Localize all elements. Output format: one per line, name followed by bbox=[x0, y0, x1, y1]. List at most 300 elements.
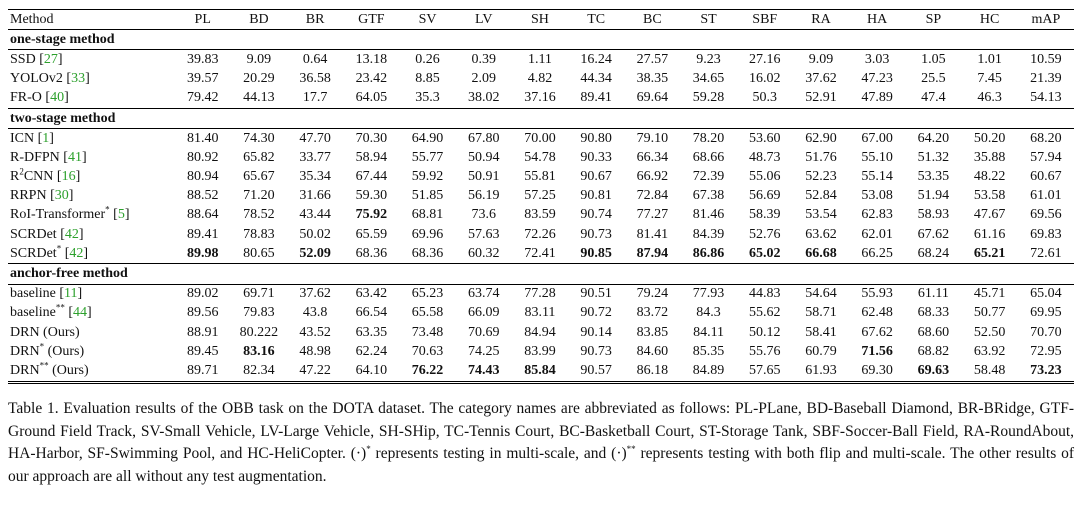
value-cell-sp: 1.05 bbox=[921, 51, 946, 67]
value-cell-sh: 83.59 bbox=[524, 207, 556, 223]
value-cell-tc: 90.74 bbox=[580, 207, 612, 223]
value-cell-bd: 82.34 bbox=[243, 362, 275, 378]
method-superscript: ** bbox=[55, 302, 65, 313]
value-cell-gtf: 65.59 bbox=[355, 226, 388, 242]
value-cell-tc: 90.85 bbox=[580, 245, 612, 261]
value-cell-bc: 72.84 bbox=[636, 188, 669, 204]
table-row bbox=[8, 187, 1074, 206]
value-cell-sbf: 65.02 bbox=[749, 245, 781, 261]
column-header-method: Method bbox=[8, 10, 175, 30]
column-header-map: mAP bbox=[1018, 10, 1074, 30]
value-cell-bc: 79.24 bbox=[636, 286, 669, 302]
value-cell-sh: 84.94 bbox=[524, 324, 556, 340]
value-cell-map: 21.39 bbox=[1030, 71, 1062, 87]
value-cell-br: 48.98 bbox=[299, 343, 331, 359]
method-name: DRN (Ours) bbox=[10, 324, 80, 340]
value-cell-st: 9.23 bbox=[696, 51, 721, 67]
value-cell-hc: 50.20 bbox=[973, 130, 1006, 146]
section-title: anchor-free method bbox=[8, 264, 1074, 284]
value-cell-hc: 45.71 bbox=[973, 286, 1006, 302]
value-cell-sv: 70.63 bbox=[411, 343, 444, 359]
value-cell-lv: 0.39 bbox=[471, 51, 496, 67]
value-cell-lv: 66.09 bbox=[467, 305, 500, 321]
value-cell-hc: 65.21 bbox=[973, 245, 1006, 261]
column-header-gtf: GTF bbox=[343, 10, 399, 30]
value-cell-sbf: 57.65 bbox=[749, 362, 781, 378]
value-cell-sbf: 53.60 bbox=[749, 130, 781, 146]
value-cell-ra: 9.09 bbox=[808, 51, 834, 67]
method-name-cell: FR-O [40] bbox=[10, 90, 69, 106]
column-header-sp: SP bbox=[905, 10, 961, 30]
value-cell-hc: 52.50 bbox=[973, 324, 1006, 340]
value-cell-sp: 53.35 bbox=[917, 169, 950, 185]
value-cell-sh: 1.11 bbox=[527, 51, 552, 67]
table-row bbox=[8, 70, 1074, 89]
value-cell-sp: 64.20 bbox=[917, 130, 950, 146]
method-name-cell: baseline** [44] bbox=[10, 302, 92, 321]
value-cell-bc: 83.85 bbox=[636, 324, 669, 340]
value-cell-br: 35.34 bbox=[299, 169, 331, 185]
value-cell-ra: 60.79 bbox=[805, 343, 837, 359]
method-superscript: * bbox=[56, 243, 62, 254]
value-cell-ra: 58.71 bbox=[805, 305, 837, 321]
value-cell-ra: 66.68 bbox=[805, 245, 837, 261]
citation-link: 27 bbox=[43, 51, 58, 67]
value-cell-br: 0.64 bbox=[302, 51, 328, 67]
value-cell-sp: 68.60 bbox=[917, 324, 950, 340]
table-row bbox=[8, 244, 1074, 264]
column-header-bc: BC bbox=[624, 10, 680, 30]
value-cell-st: 34.65 bbox=[692, 71, 725, 87]
value-cell-ra: 61.93 bbox=[805, 362, 837, 378]
value-cell-gtf: 58.94 bbox=[355, 149, 388, 165]
value-cell-lv: 56.19 bbox=[467, 188, 500, 204]
value-cell-bd: 65.67 bbox=[243, 169, 275, 185]
value-cell-bc: 87.94 bbox=[636, 245, 669, 261]
value-cell-bc: 79.10 bbox=[636, 130, 669, 146]
value-cell-sv: 55.77 bbox=[411, 149, 444, 165]
value-cell-map: 10.59 bbox=[1030, 51, 1062, 67]
value-cell-ha: 53.08 bbox=[861, 188, 893, 204]
column-header-br: BR bbox=[287, 10, 343, 30]
value-cell-sp: 51.32 bbox=[917, 149, 950, 165]
value-cell-bc: 38.35 bbox=[636, 71, 669, 87]
value-cell-lv: 38.02 bbox=[467, 90, 500, 106]
method-name: baseline bbox=[10, 286, 56, 302]
value-cell-bd: 78.52 bbox=[243, 207, 275, 223]
method-name-cell bbox=[8, 361, 175, 382]
value-cell-sbf: 16.02 bbox=[749, 71, 781, 87]
value-cell-hc: 46.3 bbox=[977, 90, 1002, 106]
value-cell-sv: 0.26 bbox=[415, 51, 440, 67]
table-row bbox=[8, 148, 1074, 167]
value-cell-sh: 85.84 bbox=[524, 362, 556, 378]
value-cell-lv: 50.91 bbox=[467, 169, 500, 185]
value-cell-sp: 47.4 bbox=[921, 90, 946, 106]
value-cell-tc: 90.81 bbox=[580, 188, 612, 204]
column-header-ra: RA bbox=[793, 10, 849, 30]
value-cell-sp: 61.11 bbox=[917, 286, 949, 302]
value-cell-tc: 90.72 bbox=[580, 305, 612, 321]
table-caption bbox=[8, 398, 1074, 488]
value-cell-st: 84.3 bbox=[696, 305, 721, 321]
value-cell-map: 65.04 bbox=[1030, 286, 1062, 302]
column-header-bd: BD bbox=[231, 10, 287, 30]
method-name: RRPN bbox=[10, 188, 47, 204]
method-name-cell: $R^2CNN$ [16] bbox=[10, 166, 81, 185]
column-header-sbf: SBF bbox=[737, 10, 793, 30]
value-cell-sh: 72.41 bbox=[524, 245, 556, 261]
value-cell-map: 72.61 bbox=[1030, 245, 1062, 261]
value-cell-bd: 69.71 bbox=[243, 286, 275, 302]
value-cell-sbf: 58.39 bbox=[749, 207, 781, 223]
value-cell-bc: 83.72 bbox=[636, 305, 669, 321]
value-cell-sv: 35.3 bbox=[415, 90, 440, 106]
value-cell-map: 73.23 bbox=[1030, 362, 1062, 378]
table-row bbox=[8, 225, 1074, 244]
value-cell-bd: 9.09 bbox=[246, 51, 272, 67]
value-cell-hc: 61.16 bbox=[973, 226, 1006, 242]
method-name-cell bbox=[8, 323, 175, 342]
value-cell-pl: 89.41 bbox=[186, 226, 219, 242]
value-cell-sp: 58.93 bbox=[917, 207, 950, 223]
value-cell-tc: 44.34 bbox=[580, 71, 612, 87]
value-cell-bc: 86.18 bbox=[636, 362, 669, 378]
value-cell-ha: 62.01 bbox=[861, 226, 893, 242]
value-cell-pl: 88.64 bbox=[186, 207, 219, 223]
method-superscript: ** bbox=[39, 360, 49, 371]
column-header-sv: SV bbox=[399, 10, 455, 30]
caption-text-2: represents testing in multi-scale, and bbox=[370, 445, 612, 462]
table-row bbox=[8, 304, 1074, 323]
value-cell-gtf: 23.42 bbox=[355, 71, 388, 87]
value-cell-map: 61.01 bbox=[1030, 188, 1062, 204]
value-cell-sp: 68.24 bbox=[917, 245, 950, 261]
value-cell-pl: 89.02 bbox=[186, 286, 219, 302]
method-name: FR-O bbox=[10, 90, 42, 106]
value-cell-ra: 62.90 bbox=[805, 130, 837, 146]
value-cell-hc: 48.22 bbox=[973, 169, 1006, 185]
method-name: R bbox=[10, 169, 20, 185]
value-cell-tc: 90.73 bbox=[580, 226, 612, 242]
value-cell-sv: 69.96 bbox=[411, 226, 444, 242]
table-row bbox=[8, 323, 1074, 342]
value-cell-ra: 37.62 bbox=[805, 71, 837, 87]
value-cell-gtf: 68.36 bbox=[355, 245, 388, 261]
value-cell-gtf: 13.18 bbox=[355, 51, 388, 67]
table-row bbox=[8, 342, 1074, 361]
method-name-cell: R-DFPN [41] bbox=[10, 149, 87, 165]
value-cell-bd: 80.222 bbox=[239, 324, 279, 340]
section-header-row bbox=[8, 30, 1074, 50]
value-cell-pl: 81.40 bbox=[186, 130, 219, 146]
method-superscript: * bbox=[39, 341, 45, 352]
citation-link: 16 bbox=[61, 169, 76, 185]
value-cell-sv: 76.22 bbox=[411, 362, 444, 378]
value-cell-map: 69.83 bbox=[1030, 226, 1062, 242]
value-cell-br: 52.09 bbox=[299, 245, 331, 261]
value-cell-sv: 68.36 bbox=[411, 245, 444, 261]
value-cell-tc: 90.51 bbox=[580, 286, 612, 302]
value-cell-bd: 83.16 bbox=[243, 343, 275, 359]
value-cell-bd: 44.13 bbox=[243, 90, 275, 106]
value-cell-sv: 59.92 bbox=[411, 169, 444, 185]
value-cell-sh: 57.25 bbox=[524, 188, 556, 204]
citation-link: 30 bbox=[54, 188, 69, 204]
method-name: ICN bbox=[10, 130, 35, 146]
value-cell-tc: 16.24 bbox=[580, 51, 612, 67]
value-cell-sbf: 55.06 bbox=[749, 169, 781, 185]
citation-link: 42 bbox=[69, 245, 84, 261]
value-cell-sbf: 55.76 bbox=[749, 343, 781, 359]
value-cell-ha: 62.83 bbox=[861, 207, 893, 223]
method-superscript: * bbox=[105, 204, 110, 215]
value-cell-bd: 80.65 bbox=[243, 245, 275, 261]
value-cell-gtf: 75.92 bbox=[355, 207, 388, 223]
value-cell-bd: 79.83 bbox=[243, 305, 275, 321]
value-cell-pl: 80.94 bbox=[186, 169, 219, 185]
value-cell-tc: 90.80 bbox=[580, 130, 612, 146]
value-cell-br: 43.52 bbox=[299, 324, 331, 340]
citation-link: 1 bbox=[42, 130, 50, 146]
value-cell-ra: 51.76 bbox=[805, 149, 837, 165]
caption-symbol-1: (·) bbox=[350, 445, 367, 462]
value-cell-gtf: 59.30 bbox=[355, 188, 388, 204]
value-cell-st: 86.86 bbox=[692, 245, 725, 261]
value-cell-br: 43.8 bbox=[302, 305, 328, 321]
value-cell-sbf: 52.76 bbox=[749, 226, 781, 242]
value-cell-gtf: 64.05 bbox=[355, 90, 388, 106]
value-cell-sbf: 50.12 bbox=[749, 324, 781, 340]
value-cell-ha: 47.23 bbox=[861, 71, 893, 87]
method-name-cell: YOLOv2 [33] bbox=[10, 71, 90, 87]
value-cell-gtf: 66.54 bbox=[355, 305, 388, 321]
method-name: DRN bbox=[10, 343, 40, 359]
value-cell-map: 60.67 bbox=[1030, 169, 1062, 185]
value-cell-map: 72.95 bbox=[1030, 343, 1062, 359]
value-cell-lv: 74.43 bbox=[467, 362, 500, 378]
value-cell-map: 54.13 bbox=[1030, 90, 1062, 106]
value-cell-bc: 27.57 bbox=[636, 51, 669, 67]
value-cell-ra: 54.64 bbox=[805, 286, 837, 302]
value-cell-st: 68.66 bbox=[692, 149, 725, 165]
value-cell-sh: 72.26 bbox=[524, 226, 556, 242]
value-cell-st: 72.39 bbox=[692, 169, 725, 185]
column-header-st: ST bbox=[680, 10, 736, 30]
results-table bbox=[8, 9, 1074, 384]
value-cell-st: 81.46 bbox=[692, 207, 725, 223]
value-cell-lv: 60.32 bbox=[467, 245, 500, 261]
value-cell-st: 84.11 bbox=[693, 324, 725, 340]
caption-symbol-2: (·) bbox=[611, 445, 627, 462]
value-cell-br: 43.44 bbox=[299, 207, 331, 223]
value-cell-ha: 69.30 bbox=[861, 362, 893, 378]
method-name-cell: RoI-Transformer* [5] bbox=[10, 204, 130, 223]
value-cell-bd: 78.83 bbox=[243, 226, 275, 242]
value-cell-st: 85.35 bbox=[692, 343, 725, 359]
value-cell-sbf: 50.3 bbox=[752, 90, 777, 106]
value-cell-sp: 25.5 bbox=[921, 71, 946, 87]
value-cell-sv: 51.85 bbox=[411, 188, 444, 204]
value-cell-lv: 2.09 bbox=[471, 71, 496, 87]
caption-text-3: represents testing with both flip and multi-scale. The other results of our approach are all without any test augmentation. bbox=[8, 445, 1075, 485]
value-cell-sv: 65.23 bbox=[411, 286, 444, 302]
value-cell-bc: 69.64 bbox=[636, 90, 669, 106]
value-cell-sv: 8.85 bbox=[415, 71, 440, 87]
table-row bbox=[8, 50, 1074, 70]
value-cell-sp: 67.62 bbox=[917, 226, 950, 242]
value-cell-br: 47.70 bbox=[299, 130, 331, 146]
value-cell-st: 59.28 bbox=[692, 90, 725, 106]
method-name: SSD bbox=[10, 51, 36, 67]
value-cell-pl: 79.42 bbox=[186, 90, 219, 106]
value-cell-lv: 63.74 bbox=[467, 286, 500, 302]
value-cell-ra: 53.54 bbox=[805, 207, 837, 223]
value-cell-tc: 90.14 bbox=[580, 324, 612, 340]
value-cell-ra: 52.91 bbox=[805, 90, 837, 106]
value-cell-ra: 52.84 bbox=[805, 188, 837, 204]
value-cell-sv: 73.48 bbox=[411, 324, 444, 340]
value-cell-gtf: 70.30 bbox=[355, 130, 388, 146]
value-cell-bd: 71.20 bbox=[243, 188, 275, 204]
value-cell-lv: 74.25 bbox=[467, 343, 500, 359]
column-header-hc: HC bbox=[961, 10, 1017, 30]
value-cell-br: 37.62 bbox=[299, 286, 331, 302]
value-cell-sh: 83.11 bbox=[524, 305, 556, 321]
value-cell-ha: 55.14 bbox=[861, 169, 893, 185]
value-cell-lv: 50.94 bbox=[467, 149, 500, 165]
citation-link: 41 bbox=[67, 149, 82, 165]
value-cell-bd: 65.82 bbox=[243, 149, 275, 165]
method-name: SCRDet bbox=[10, 245, 57, 261]
value-cell-pl: 39.57 bbox=[186, 71, 219, 87]
value-cell-sp: 69.63 bbox=[917, 362, 950, 378]
column-header-lv: LV bbox=[456, 10, 512, 30]
value-cell-ra: 58.41 bbox=[805, 324, 837, 340]
value-cell-gtf: 62.24 bbox=[355, 343, 388, 359]
method-name: R-DFPN bbox=[10, 149, 60, 165]
value-cell-sh: 70.00 bbox=[524, 130, 556, 146]
value-cell-st: 67.38 bbox=[692, 188, 725, 204]
value-cell-st: 78.20 bbox=[692, 130, 725, 146]
value-cell-gtf: 67.44 bbox=[355, 169, 388, 185]
value-cell-pl: 39.83 bbox=[186, 51, 219, 67]
value-cell-ha: 67.62 bbox=[861, 324, 893, 340]
value-cell-sp: 51.94 bbox=[917, 188, 950, 204]
table-row bbox=[8, 168, 1074, 187]
column-header-tc: TC bbox=[568, 10, 624, 30]
value-cell-bc: 66.92 bbox=[636, 169, 669, 185]
value-cell-hc: 50.77 bbox=[973, 305, 1006, 321]
table-row bbox=[8, 206, 1074, 225]
header-row bbox=[8, 10, 1074, 30]
value-cell-sh: 37.16 bbox=[524, 90, 556, 106]
value-cell-br: 36.58 bbox=[299, 71, 331, 87]
value-cell-ha: 47.89 bbox=[861, 90, 893, 106]
caption-sup-2: ** bbox=[626, 443, 636, 454]
method-name-cell bbox=[8, 342, 175, 361]
method-name-cell: baseline [11] bbox=[10, 286, 83, 302]
value-cell-hc: 1.01 bbox=[977, 51, 1002, 67]
method-name: DRN bbox=[10, 362, 40, 378]
method-name-suffix: (Ours) bbox=[44, 343, 85, 359]
value-cell-map: 70.70 bbox=[1030, 324, 1062, 340]
value-cell-ra: 63.62 bbox=[805, 226, 837, 242]
method-superscript: 2 bbox=[19, 166, 24, 177]
value-cell-hc: 53.58 bbox=[973, 188, 1006, 204]
value-cell-pl: 80.92 bbox=[186, 149, 219, 165]
value-cell-bc: 84.60 bbox=[636, 343, 669, 359]
value-cell-sbf: 48.73 bbox=[749, 149, 781, 165]
section-title: one-stage method bbox=[8, 30, 1074, 50]
value-cell-sh: 54.78 bbox=[524, 149, 556, 165]
value-cell-bd: 74.30 bbox=[243, 130, 275, 146]
value-cell-st: 84.89 bbox=[692, 362, 725, 378]
value-cell-gtf: 63.42 bbox=[355, 286, 388, 302]
method-name: RoI-Transformer bbox=[10, 207, 106, 223]
value-cell-st: 77.93 bbox=[692, 286, 725, 302]
value-cell-ha: 55.93 bbox=[861, 286, 893, 302]
value-cell-map: 57.94 bbox=[1030, 149, 1062, 165]
results-table-body bbox=[8, 10, 1074, 383]
value-cell-map: 69.95 bbox=[1030, 305, 1062, 321]
section-title: two-stage method bbox=[8, 108, 1074, 128]
table-row bbox=[8, 284, 1074, 304]
citation-link: 42 bbox=[64, 226, 79, 242]
value-cell-br: 50.02 bbox=[299, 226, 331, 242]
method-name-suffix: (Ours) bbox=[48, 362, 89, 378]
value-cell-sbf: 27.16 bbox=[749, 51, 781, 67]
citation-link: 11 bbox=[64, 286, 78, 302]
value-cell-map: 69.56 bbox=[1030, 207, 1062, 223]
value-cell-sh: 55.81 bbox=[524, 169, 556, 185]
value-cell-hc: 7.45 bbox=[977, 71, 1002, 87]
value-cell-sbf: 44.83 bbox=[749, 286, 781, 302]
table-row bbox=[8, 129, 1074, 149]
method-name-cell: RRPN [30] bbox=[10, 188, 74, 204]
value-cell-ha: 3.03 bbox=[864, 51, 890, 67]
value-cell-sbf: 55.62 bbox=[749, 305, 781, 321]
value-cell-hc: 58.48 bbox=[973, 362, 1006, 378]
section-header-row bbox=[8, 264, 1074, 284]
citation-link: 44 bbox=[73, 305, 88, 321]
value-cell-br: 47.22 bbox=[299, 362, 331, 378]
value-cell-sh: 83.99 bbox=[524, 343, 556, 359]
value-cell-sv: 65.58 bbox=[411, 305, 444, 321]
citation-link: 40 bbox=[50, 90, 65, 106]
value-cell-ha: 67.00 bbox=[861, 130, 893, 146]
value-cell-pl: 88.91 bbox=[186, 324, 219, 340]
value-cell-pl: 89.45 bbox=[186, 343, 219, 359]
value-cell-tc: 90.57 bbox=[580, 362, 612, 378]
caption-sup-1: * bbox=[366, 443, 371, 454]
value-cell-map: 68.20 bbox=[1030, 130, 1062, 146]
method-name-suffix: CNN bbox=[23, 169, 54, 185]
value-cell-tc: 90.73 bbox=[580, 343, 612, 359]
column-header-pl: PL bbox=[175, 10, 231, 30]
method-name-cell: ICN [1] bbox=[10, 130, 54, 146]
value-cell-sh: 77.28 bbox=[524, 286, 556, 302]
value-cell-br: 31.66 bbox=[299, 188, 331, 204]
method-name-cell: SSD [27] bbox=[10, 51, 63, 67]
column-header-ha: HA bbox=[849, 10, 905, 30]
value-cell-sv: 64.90 bbox=[411, 130, 444, 146]
column-header-sh: SH bbox=[512, 10, 568, 30]
value-cell-sp: 68.33 bbox=[917, 305, 950, 321]
value-cell-br: 17.7 bbox=[302, 90, 328, 106]
value-cell-tc: 90.67 bbox=[580, 169, 612, 185]
value-cell-bc: 66.34 bbox=[636, 149, 669, 165]
